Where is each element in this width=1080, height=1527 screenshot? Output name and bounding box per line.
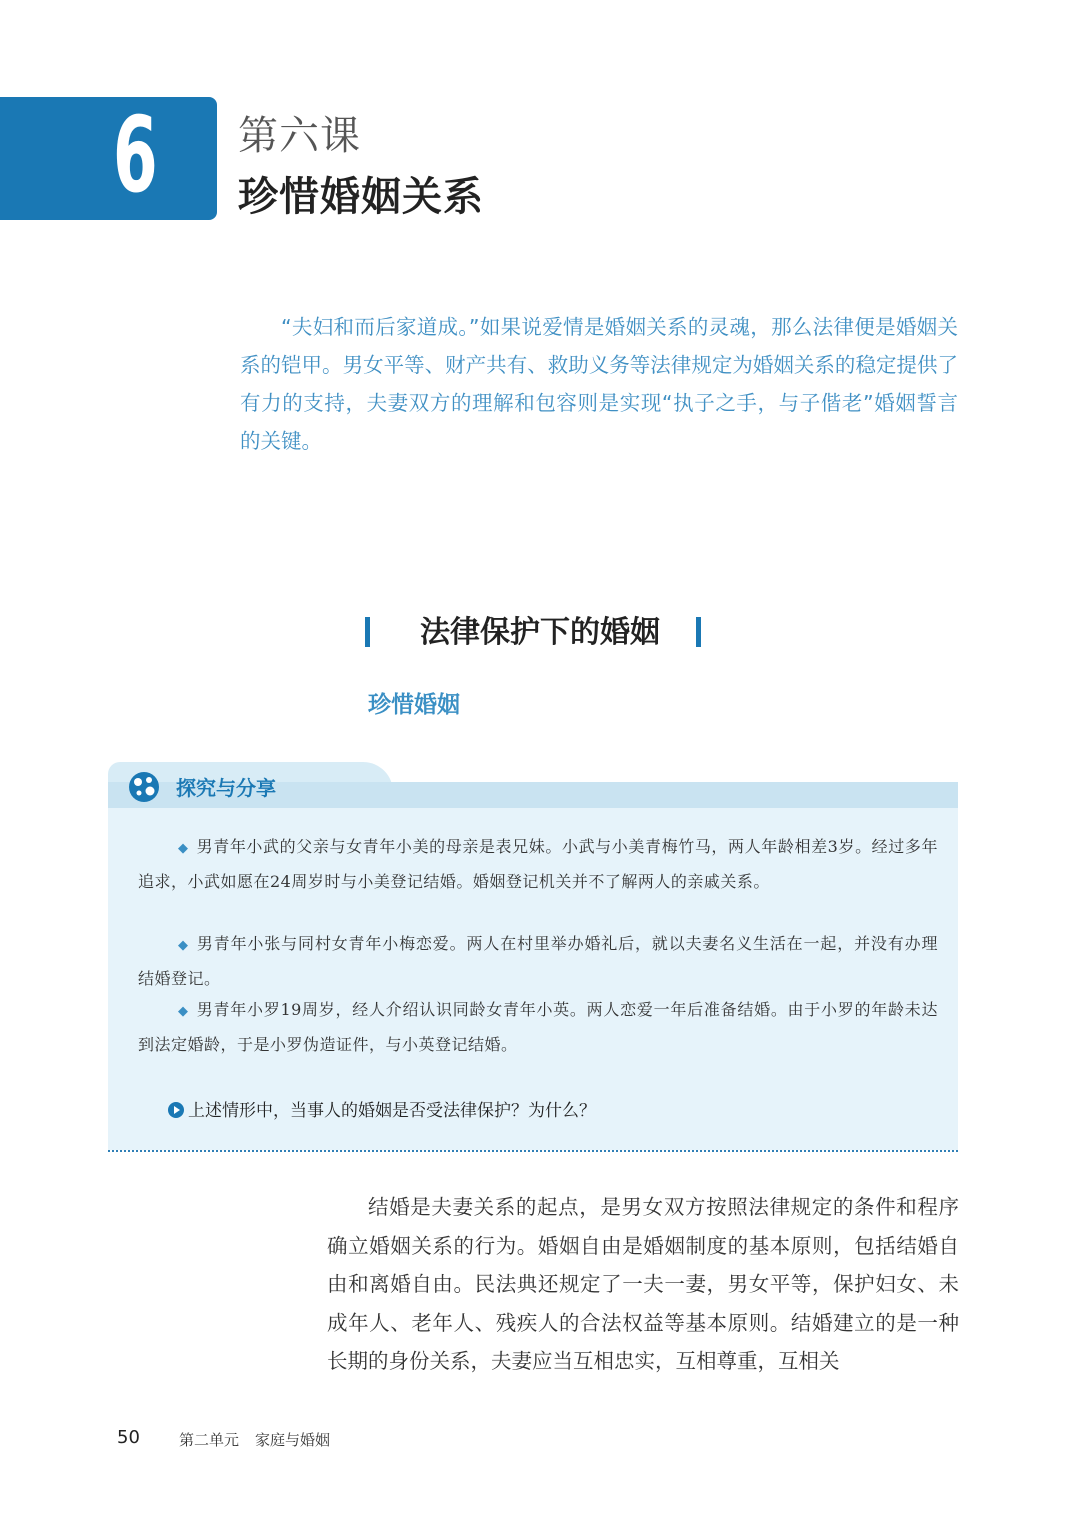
explore-puzzle-icon: [126, 768, 162, 804]
chapter-number-block: [0, 94, 217, 220]
intro-text: “夫妇和而后家道成。”如果说爱情是婚姻关系的灵魂，那么法律便是婚姻关系的铠甲。男女平等、财产共有、救助义务等法律规定为婚姻关系的稳定提供了有力的支持，夫妻双方的理解和包容则是实现“执子之手，与子偕老”婚姻誓言的关键。: [240, 315, 958, 453]
body-text: 结婚是夫妻关系的起点，是男女双方按照法律规定的条件和程序确立婚姻关系的行为。婚姻自由是婚姻制度的基本原则，包括结婚自由和离婚自由。民法典还规定了一夫一妻，男女平等，保护妇女、未成年人、老年人、残疾人的合法权益等基本原则。结婚建立的是一种长期的身份关系，夫妻应当互相忠实，互相尊重，互相关: [327, 1195, 959, 1373]
case-item: [138, 830, 938, 898]
lesson-label: 第六课: [238, 113, 361, 159]
dotted-divider: [108, 1150, 958, 1152]
explore-title: 探究与分享: [176, 776, 276, 800]
diamond-bullet-icon: ◆: [178, 841, 189, 856]
page-number: 50: [117, 1427, 140, 1448]
section-title-right-bar: [696, 617, 701, 647]
case-item: [138, 993, 938, 1061]
unit-label: 第二单元: [179, 1431, 240, 1449]
body-paragraph: [327, 1188, 959, 1381]
case-text: 男青年小张与同村女青年小梅恋爱。两人在村里举办婚礼后，就以夫妻名义生活在一起，并没有办理结婚登记。: [138, 934, 938, 988]
question-text: 上述情形中，当事人的婚姻是否受法律保护？为什么？: [188, 1101, 596, 1121]
diamond-bullet-icon: ◆: [178, 1004, 189, 1019]
play-circle-icon: [168, 1102, 184, 1118]
subsection-title: 珍惜婚姻: [368, 691, 460, 718]
explore-question: [168, 1096, 596, 1121]
lesson-title: 珍惜婚姻关系: [238, 174, 484, 220]
diamond-bullet-icon: ◆: [178, 938, 189, 953]
section-title: 法律保护下的婚姻: [420, 615, 660, 650]
intro-paragraph: [240, 308, 958, 460]
unit-title: 家庭与婚姻: [255, 1431, 331, 1449]
case-text: 男青年小武的父亲与女青年小美的母亲是表兄妹。小武与小美青梅竹马，两人年龄相差3岁。经过多年追求，小武如愿在24周岁时与小美登记结婚。婚姻登记机关并不了解两人的亲戚关系。: [138, 837, 938, 891]
case-text: 男青年小罗19周岁，经人介绍认识同龄女青年小英。两人恋爱一年后准备结婚。由于小罗的年龄未达到法定婚龄，于是小罗伪造证件，与小英登记结婚。: [138, 1000, 938, 1054]
chapter-number: 6: [112, 94, 158, 216]
case-item: [138, 927, 938, 995]
running-head: [179, 1429, 330, 1450]
